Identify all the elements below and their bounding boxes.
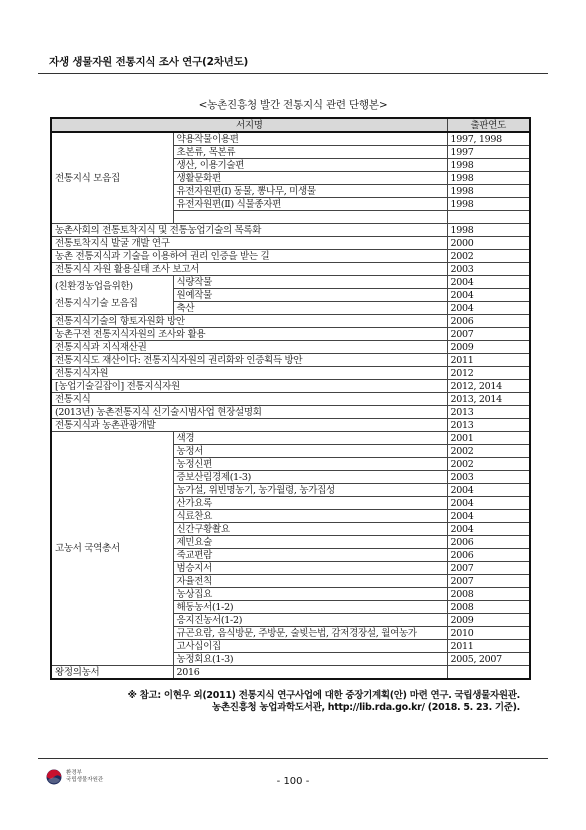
publication-year-cell: 2010	[447, 627, 530, 640]
publication-year-cell: 2002	[447, 250, 530, 263]
page-number: - 100 -	[276, 776, 310, 787]
volume-title-cell: 농정서	[173, 445, 447, 458]
publication-year-cell: 1998	[447, 185, 530, 198]
publication-year-cell: 2004	[447, 276, 530, 289]
table-body	[51, 132, 530, 679]
publication-year-cell: 2005, 2007	[447, 653, 530, 666]
publication-year-cell: 2008	[447, 601, 530, 614]
book-title-cell: 전통지식도 재산이다: 전통지식자원의 권리화와 인증획득 방안	[51, 354, 447, 367]
source-note-line1: ※ 참고: 이현우 외(2011) 전통지식 연구사업에 대한 중장기계획(안) 마련 연구. 국립생물자원관.	[127, 690, 520, 701]
table-row	[51, 367, 530, 380]
volume-title-cell: 규곤요람, 음식방문, 주방문, 술빚는법, 감저경장설, 월여농가	[173, 627, 447, 640]
table-row	[51, 276, 530, 289]
publication-year-cell: 2006	[447, 536, 530, 549]
volume-title-cell: 신간구황촬요	[173, 523, 447, 536]
table-row	[51, 432, 530, 445]
volume-title-cell: 식량작물	[173, 276, 447, 289]
book-title-cell: 전통지식과 농촌관광개발	[51, 419, 447, 432]
publication-year-cell: 2000	[447, 237, 530, 250]
publication-year-cell: 2011	[447, 354, 530, 367]
volume-title-cell: 죽교편람	[173, 549, 447, 562]
publication-year-cell: 2009	[447, 341, 530, 354]
volume-title-cell	[173, 211, 447, 224]
book-title-cell: 전통지식과 지식재산권	[51, 341, 447, 354]
table-row	[51, 393, 530, 406]
volume-title-cell: 증보산림경제(1-3)	[173, 471, 447, 484]
publication-year-cell: 2011	[447, 640, 530, 653]
publication-year-cell: 1997, 1998	[447, 132, 530, 146]
book-title-cell: 농촌사회의 전통토착지식 및 전통농업기술의 목록화	[51, 224, 447, 237]
publication-year-cell	[447, 211, 530, 224]
book-title-cell: [농업기술길잡이] 전통지식자원	[51, 380, 447, 393]
table-row	[51, 263, 530, 276]
table-row	[51, 315, 530, 328]
book-title-cell: 전통지식	[51, 393, 447, 406]
source-note	[100, 690, 520, 714]
column-header-year: 출판연도	[447, 118, 530, 132]
table-row	[51, 132, 530, 146]
publication-year-cell: 2001	[447, 432, 530, 445]
publication-year-cell: 2004	[447, 497, 530, 510]
publication-year-cell: 2012	[447, 367, 530, 380]
book-title-cell: 전통토착지식 발굴 개발 연구	[51, 237, 447, 250]
publication-year-cell: 2013	[447, 419, 530, 432]
volume-title-cell: 농상집요	[173, 588, 447, 601]
table-row	[51, 328, 530, 341]
table-title: <농촌진흥청 발간 전통지식 관련 단행본>	[198, 99, 388, 111]
publication-year-cell: 2004	[447, 484, 530, 497]
publication-year-cell: 2004	[447, 289, 530, 302]
publication-year-cell: 2008	[447, 588, 530, 601]
publication-year-cell: 2013, 2014	[447, 393, 530, 406]
table-row	[51, 341, 530, 354]
volume-title-cell: 초본류, 목본류	[173, 146, 447, 159]
table-row	[51, 419, 530, 432]
publication-year-cell: 1998	[447, 159, 530, 172]
publication-year-cell: 2002	[447, 458, 530, 471]
volume-title-cell: 농정신편	[173, 458, 447, 471]
book-title-cell: 전통지식기술의 향토자원화 방안	[51, 315, 447, 328]
volume-title-cell: 농가설, 위빈명농기, 농가월령, 농가집성	[173, 484, 447, 497]
publications-table	[50, 117, 531, 680]
book-title-cell: 농촌구전 전통지식자원의 조사와 활용	[51, 328, 447, 341]
publication-year-cell: 1998	[447, 198, 530, 211]
publication-year-cell: 1998	[447, 224, 530, 237]
publication-year-cell: 2007	[447, 328, 530, 341]
volume-title-cell: 식료찬요	[173, 510, 447, 523]
volume-title-cell: 농정회요(1-3)	[173, 653, 447, 666]
volume-title-cell: 해동농서(1-2)	[173, 601, 447, 614]
volume-title-cell: 축산	[173, 302, 447, 315]
series-group-cell	[51, 432, 173, 666]
table-row	[51, 250, 530, 263]
publication-year-cell: 2016	[173, 666, 447, 680]
publication-year-cell: 2006	[447, 549, 530, 562]
book-title-cell: (2013년) 농촌전통지식 신기술시범사업 현장설명회	[51, 406, 447, 419]
book-title-cell: 전통지식자원	[51, 367, 447, 380]
volume-title-cell: 고사십이집	[173, 640, 447, 653]
volume-title-cell: 생산, 이용기술편	[173, 159, 447, 172]
publication-year-cell: 1997	[447, 146, 530, 159]
publication-year-cell: 2007	[447, 562, 530, 575]
table-row	[51, 666, 530, 680]
series-group-line: 고농서 국역총서	[55, 543, 120, 554]
publication-year-cell: 2013	[447, 406, 530, 419]
volume-title-cell: 제민요술	[173, 536, 447, 549]
column-header-title: 서지명	[51, 118, 447, 132]
table-row	[51, 380, 530, 393]
volume-title-cell: 유전자원편(Ⅱ) 식물종자편	[173, 198, 447, 211]
volume-title-cell: 원예작물	[173, 289, 447, 302]
publication-year-cell: 2007	[447, 575, 530, 588]
volume-title-cell: 유전자원편(Ⅰ) 동물, 뽕나무, 미생물	[173, 185, 447, 198]
volume-title-cell: 색경	[173, 432, 447, 445]
publication-year-cell: 2004	[447, 510, 530, 523]
org-ministry: 환경부	[66, 770, 82, 776]
running-title: 자생 생물자원 전통지식 조사 연구(2차년도)	[49, 56, 249, 68]
publication-year-cell: 1998	[447, 172, 530, 185]
footer-divider	[38, 758, 548, 759]
source-note-line2: 농촌진흥청 농업과학도서관, http://lib.rda.go.kr/ (2018. 5. 23. 기준).	[211, 702, 520, 713]
publication-year-cell: 2006	[447, 315, 530, 328]
volume-title-cell: 범승지서	[173, 562, 447, 575]
volume-title-cell: 약용작물이용편	[173, 132, 447, 146]
series-group-cell	[51, 132, 173, 224]
table-header-row	[51, 118, 530, 132]
table-row	[51, 224, 530, 237]
book-title-cell: 농촌 전통지식과 기술을 이용하여 권리 인증을 받는 길	[51, 250, 447, 263]
publication-year-cell: 2009	[447, 614, 530, 627]
table-row	[51, 354, 530, 367]
volume-title-cell: 자율전칙	[173, 575, 447, 588]
header-divider	[38, 73, 548, 74]
series-group-line: 전통지식기술 모음집	[55, 298, 138, 309]
volume-title-cell: 응지진농서(1-2)	[173, 614, 447, 627]
publication-year-cell: 2003	[447, 471, 530, 484]
series-group-cell	[51, 276, 173, 315]
publication-year-cell: 2012, 2014	[447, 380, 530, 393]
publication-year-cell: 2002	[447, 445, 530, 458]
series-group-line: 전통지식 모음집	[55, 172, 120, 184]
publication-year-cell: 2004	[447, 302, 530, 315]
volume-title-cell: 왕정의농서	[51, 666, 173, 680]
org-institute: 국립생물자원관	[66, 777, 104, 783]
table-row	[51, 237, 530, 250]
publication-year-cell: 2004	[447, 523, 530, 536]
volume-title-cell: 생활문화편	[173, 172, 447, 185]
series-group-line: (친환경농업을위한)	[55, 281, 133, 292]
book-title-cell: 전통지식 자원 활용실태 조사 보고서	[51, 263, 447, 276]
publication-year-cell: 2003	[447, 263, 530, 276]
volume-title-cell: 산가요록	[173, 497, 447, 510]
table-row	[51, 406, 530, 419]
